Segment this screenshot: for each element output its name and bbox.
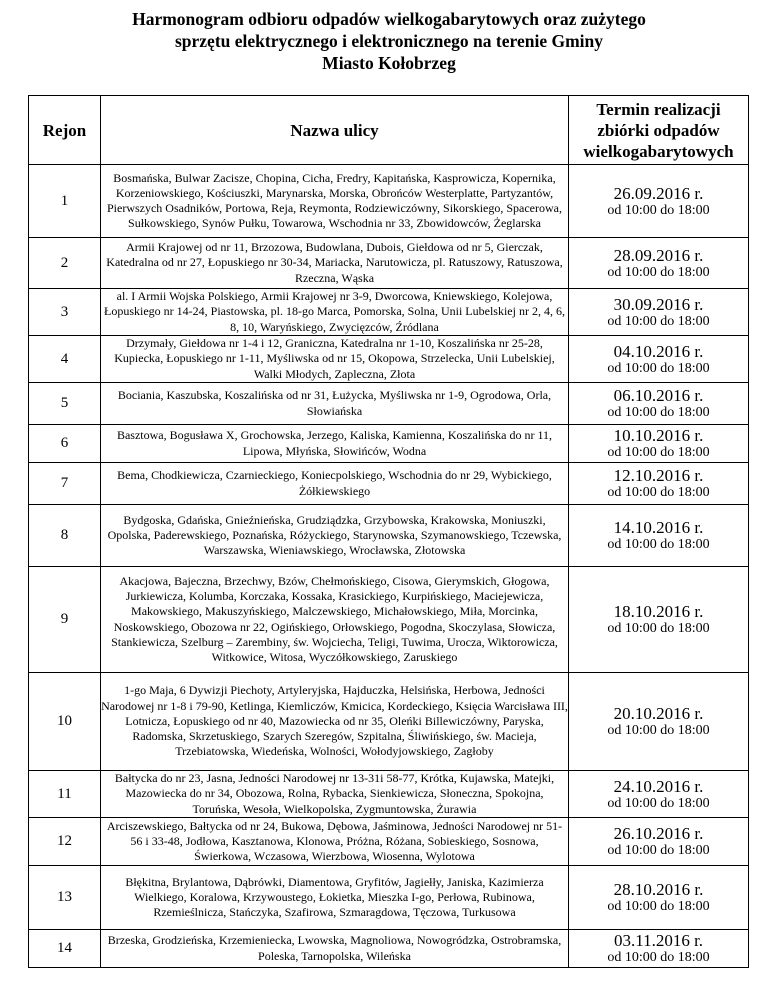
collection-date: 26.10.2016 r. [613, 824, 704, 843]
collection-term [569, 336, 749, 383]
collection-term [569, 165, 749, 238]
collection-term [569, 463, 749, 505]
rejon-number: 11 [29, 771, 101, 818]
title-line-1: Harmonogram odbioru odpadów wielkogabarytowych oraz zużytego [132, 9, 646, 29]
table-row [29, 818, 749, 866]
collection-date: 28.10.2016 r. [613, 880, 704, 899]
collection-hours: od 10:00 do 18:00 [607, 537, 710, 552]
table-row [29, 930, 749, 968]
header-rejon: Rejon [29, 96, 101, 165]
schedule-table [28, 95, 749, 968]
header-collection-date: Termin realizacji zbiórki odpadów wielkogabarytowych [569, 96, 749, 165]
table-row [29, 505, 749, 567]
header-row [29, 96, 749, 165]
street-list: Armii Krajowej od nr 11, Brzozowa, Budowlana, Dubois, Giełdowa od nr 5, Gierczak, Katedralna od nr 27, Łopuskiego nr 30-34, Mariacka, Narutowicza, pl. Ratuszowy, Ratuszowa, Rzeczna, Wąska [101, 238, 569, 289]
collection-hours: od 10:00 do 18:00 [607, 950, 710, 965]
collection-date: 04.10.2016 r. [613, 341, 704, 361]
collection-term [569, 771, 749, 818]
collection-hours: od 10:00 do 18:00 [607, 723, 710, 738]
collection-hours: od 10:00 do 18:00 [607, 485, 710, 500]
collection-hours: od 10:00 do 18:00 [607, 313, 710, 329]
table-row [29, 165, 749, 238]
rejon-number: 5 [29, 383, 101, 425]
collection-hours: od 10:00 do 18:00 [607, 795, 710, 811]
collection-date: 06.10.2016 r. [613, 386, 704, 405]
street-list: Bałtycka do nr 23, Jasna, Jedności Narodowej nr 13-31i 58-77, Krótka, Kujawska, Matejki, Mazowiecka do nr 34, Obozowa, Rolna, Rybacka, Sienkiewicza, Słoneczna, Spokojna, Toruńska, Wesoła, Wielkopolska, Zygmuntowska, Żurawia [101, 771, 569, 818]
collection-hours: od 10:00 do 18:00 [607, 843, 710, 858]
street-list: Bociania, Kaszubska, Koszalińska od nr 31, Łużycka, Myśliwska nr 1-9, Ogrodowa, Orla, Słowiańska [101, 383, 569, 425]
table-row [29, 238, 749, 289]
street-list: Bema, Chodkiewicza, Czarnieckiego, Koniecpolskiego, Wschodnia do nr 29, Wybickiego, Żółkiewskiego [101, 463, 569, 505]
street-list: Akacjowa, Bajeczna, Brzechwy, Bzów, Chełmońskiego, Cisowa, Gierymskich, Głogowa, Jurkiewicza, Kolumba, Korczaka, Kossaka, Krasickiego, Kurpińskiego, Maciejewicza, Makowskiego, Makuszyńskiego, Malczewskiego, Michałowskiego, Miła, Morcinka, Noskowskiego, Obozowa nr 22, Ogińskiego, Orłowskiego, Pogodna, Skoczylasa, Słowicza, Stankiewicza, Szelburg – Zarembiny, św. Wojciecha, Teligi, Tuwima, Urocza, Wiktorowicza, Witkowice, Witosa, Wyczółkowskiego, Zaruskiego [101, 567, 569, 673]
collection-date: 28.09.2016 r. [613, 245, 704, 265]
table-row [29, 567, 749, 673]
table-row [29, 336, 749, 383]
rejon-number: 9 [29, 567, 101, 673]
street-list: Brzeska, Grodzieńska, Krzemieniecka, Lwowska, Magnoliowa, Nowogródzka, Ostrobramska, Poleska, Tarnopolska, Wileńska [101, 930, 569, 968]
table-row [29, 289, 749, 336]
rejon-number: 14 [29, 930, 101, 968]
rejon-number: 2 [29, 238, 101, 289]
collection-hours: od 10:00 do 18:00 [607, 899, 710, 914]
collection-term [569, 383, 749, 425]
table-row [29, 673, 749, 771]
collection-date: 26.09.2016 r. [613, 183, 704, 203]
rejon-number: 3 [29, 289, 101, 336]
collection-term [569, 673, 749, 771]
document-title [60, 8, 718, 74]
collection-date: 03.11.2016 r. [613, 931, 704, 950]
collection-hours: od 10:00 do 18:00 [607, 202, 710, 218]
rejon-number: 13 [29, 866, 101, 930]
collection-hours: od 10:00 do 18:00 [607, 264, 710, 280]
collection-term [569, 505, 749, 567]
table-row [29, 866, 749, 930]
collection-date: 18.10.2016 r. [613, 602, 704, 621]
collection-date: 30.09.2016 r. [613, 294, 704, 314]
street-list: Bydgoska, Gdańska, Gnieźnieńska, Grudziądzka, Grzybowska, Krakowska, Moniuszki, Opolska, Paderewskiego, Poznańska, Różyckiego, Starynowska, Szymanowskiego, Tczewska, Warszawska, Wieniawskiego, Wrocławska, Złotowska [101, 505, 569, 567]
collection-date: 12.10.2016 r. [613, 466, 704, 485]
collection-hours: od 10:00 do 18:00 [607, 445, 710, 460]
collection-term [569, 289, 749, 336]
collection-term [569, 930, 749, 968]
collection-date: 14.10.2016 r. [613, 518, 704, 537]
rejon-number: 6 [29, 425, 101, 463]
collection-term [569, 866, 749, 930]
table-row [29, 771, 749, 818]
collection-term [569, 238, 749, 289]
collection-hours: od 10:00 do 18:00 [607, 405, 710, 420]
street-list: 1-go Maja, 6 Dywizji Piechoty, Artyleryjska, Hajduczka, Helsińska, Herbowa, Jedności Narodowej nr 1-8 i 79-90, Ketlinga, Kiemliczów, Kmicica, Kordeckiego, Księcia Warcisława III, Lotnicza, Łopuskiego od nr 40, Mazowiecka od nr 35, Oleńki Billewiczówny, Paryska, Radomska, Skrzetuskiego, Szarych Szeregów, Szpitalna, Śliwińskiego, św. Macieja, Trzebiatowska, Wiedeńska, Wolności, Wołodyjowskiego, Zagłoby [101, 673, 569, 771]
collection-hours: od 10:00 do 18:00 [607, 360, 710, 376]
title-line-2: sprzętu elektrycznego i elektronicznego na terenie Gminy [174, 31, 603, 51]
rejon-number: 1 [29, 165, 101, 238]
rejon-number: 8 [29, 505, 101, 567]
collection-date: 10.10.2016 r. [613, 426, 704, 445]
street-list: Basztowa, Bogusława X, Grochowska, Jerzego, Kaliska, Kamienna, Koszalińska do nr 11, Lipowa, Młyńska, Słowińców, Wodna [101, 425, 569, 463]
collection-term [569, 567, 749, 673]
street-list: al. I Armii Wojska Polskiego, Armii Krajowej nr 3-9, Dworcowa, Kniewskiego, Kolejowa, Łopuskiego nr 14-24, Piastowska, pl. 18-go Marca, Pomorska, Solna, Unii Lubelskiej nr 2, 4, 6, 8, 10, Waryńskiego, Zwycięzców, Źródlana [101, 289, 569, 336]
collection-term [569, 425, 749, 463]
collection-date: 20.10.2016 r. [613, 704, 704, 723]
table-row [29, 463, 749, 505]
street-list: Drzymały, Giełdowa nr 1-4 i 12, Graniczna, Katedralna nr 1-10, Koszalińska nr 25-28, Kupiecka, Łopuskiego nr 1-11, Myśliwska od nr 15, Okopowa, Strzelecka, Unii Lubelskiej, Walki Młodych, Zapleczna, Złota [101, 336, 569, 383]
street-list: Błękitna, Brylantowa, Dąbrówki, Diamentowa, Gryfitów, Jagiełły, Janiska, Kazimierza Wielkiego, Koralowa, Krzywoustego, Łokietka, Mieszka I-go, Perłowa, Rubinowa, Rzemieślnicza, Stańczyka, Szafirowa, Szmaragdowa, Tęczowa, Turkusowa [101, 866, 569, 930]
title-line-3: Miasto Kołobrzeg [322, 53, 456, 73]
street-list: Bosmańska, Bulwar Zacisze, Chopina, Cicha, Fredry, Kapitańska, Kasprowicza, Kopernika, Korzeniowskiego, Kościuszki, Marynarska, Morska, Obrońców Westerplatte, Partyzantów, Pierwszych Osadników, Portowa, Reja, Reymonta, Rodziewiczówny, Sikorskiego, Spacerowa, Sułkowskiego, Synów Pułku, Towarowa, Wschodnia nr 33, Zbowidowców, Żeglarska [101, 165, 569, 238]
rejon-number: 7 [29, 463, 101, 505]
table-row [29, 425, 749, 463]
header-street-names: Nazwa ulicy [101, 96, 569, 165]
table-row [29, 383, 749, 425]
rejon-number: 10 [29, 673, 101, 771]
street-list: Arciszewskiego, Bałtycka od nr 24, Bukowa, Dębowa, Jaśminowa, Jedności Narodowej nr 51-56 i 33-48, Jodłowa, Kasztanowa, Klonowa, Próżna, Różana, Sobieskiego, Sosnowa, Świerkowa, Wczasowa, Wierzbowa, Wiosenna, Wylotowa [101, 818, 569, 866]
collection-term [569, 818, 749, 866]
collection-date: 24.10.2016 r. [613, 776, 704, 796]
rejon-number: 12 [29, 818, 101, 866]
rejon-number: 4 [29, 336, 101, 383]
collection-hours: od 10:00 do 18:00 [607, 621, 710, 636]
